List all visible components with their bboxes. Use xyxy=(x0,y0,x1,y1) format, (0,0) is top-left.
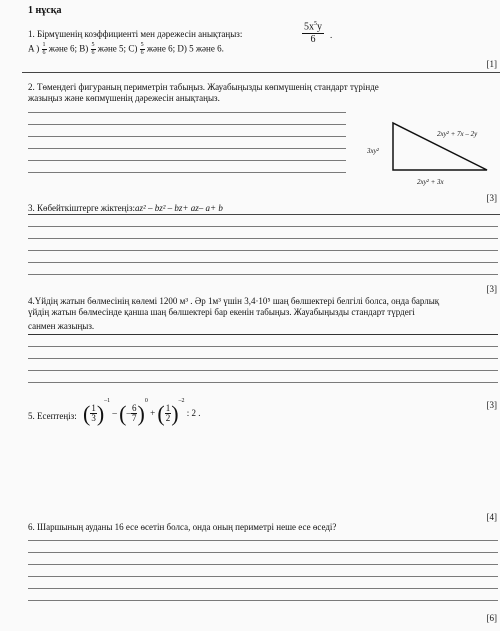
triangle-side-bottom: 2xy² + 3x xyxy=(417,178,444,186)
answer-line xyxy=(28,358,498,359)
q5-fraction-2: $\frac{6}{7}$ xyxy=(131,403,137,424)
separator xyxy=(22,72,500,73)
q1-period: . xyxy=(330,30,333,40)
answer-line xyxy=(28,226,498,227)
answer-line xyxy=(28,346,498,347)
q3-line xyxy=(28,203,223,214)
q1-option-b-fraction: $\frac{5}{6}$ xyxy=(91,42,95,56)
q3-expression: az² – bz² – bz+ az– a+ b xyxy=(135,203,223,213)
q4-line-2: үйдің жатын бөлмесінде қанша шаң бөлшектері бар екенін табыңыз. Жауабыңызды стандарт түрдегі xyxy=(28,307,415,317)
q5-exp-1: –1 xyxy=(104,398,111,404)
q1-monomial-coef: 5x xyxy=(304,21,314,33)
answer-line xyxy=(28,238,498,239)
answer-line xyxy=(28,112,346,113)
answer-line xyxy=(28,540,498,541)
q1-option-a-fraction: $\frac{1}{6}$ xyxy=(42,42,46,56)
q2-line-2: жазыңыз және көпмүшенің дәрежесін анықтаңыз. xyxy=(28,93,220,103)
q4-mark: [3] xyxy=(486,400,497,410)
q5-expression: ( $\frac{1}{3}$ )$^{-1}$ – (– $\frac{6}{7}$ )$^0$ + ( $\frac{1}{2}$ )$^{-2}$ : 2 . xyxy=(83,398,201,426)
q1-option-c-fraction: $\frac{5}{6}$ xyxy=(140,42,144,56)
answer-line xyxy=(28,160,346,161)
variant-title: 1 нұсқа xyxy=(28,5,62,16)
q5-op-plus: + xyxy=(150,408,156,418)
q1-option-b-label: B) xyxy=(79,43,89,54)
triangle-side-left: 3xy² xyxy=(367,147,379,155)
separator xyxy=(28,214,500,215)
answer-line xyxy=(28,136,346,137)
q1-monomial-var: y xyxy=(317,21,322,33)
q5-exp-3: –2 xyxy=(178,398,185,404)
answer-line xyxy=(28,552,498,553)
q5-op-minus: – xyxy=(112,408,117,418)
answer-line xyxy=(28,370,498,371)
answer-line xyxy=(28,262,498,263)
q1-monomial-exp: 5 xyxy=(314,21,317,27)
answer-line xyxy=(28,148,346,149)
q4-line-3: санмен жазыңыз. xyxy=(28,321,95,331)
q1-mark: [1] xyxy=(486,59,497,69)
q3-text: 3. Көбейткіштерге жіктеңіз: xyxy=(28,203,136,213)
q5-fraction-3: $\frac{1}{2}$ xyxy=(165,403,171,424)
q1-option-b-rest: және 5; xyxy=(97,43,127,54)
answer-line xyxy=(28,250,498,251)
q1-options xyxy=(28,42,224,57)
answer-line xyxy=(28,564,498,565)
q5-tail: : 2 . xyxy=(186,408,201,418)
answer-line xyxy=(28,600,498,601)
q1-option-a-rest: және 6; xyxy=(48,43,78,54)
q3-mark: [3] xyxy=(486,284,497,294)
answer-line xyxy=(28,588,498,589)
answer-line xyxy=(28,382,498,383)
answer-line xyxy=(28,334,498,335)
q5-fraction-1: $\frac{1}{3}$ xyxy=(91,403,96,424)
answer-line xyxy=(28,172,346,173)
q1-option-c-rest: және 6; xyxy=(146,43,176,54)
q1-option-c-label: C) xyxy=(128,43,138,54)
answer-line xyxy=(28,576,498,577)
triangle-side-hypotenuse: 2xy² + 7x – 2y xyxy=(437,130,478,138)
q5-text: 5. Есептеңіз: xyxy=(28,411,77,421)
q2-line-1: 2. Төмендегі фигураның периметрін табыңыз. Жауабыңызды көпмүшенің стандарт түрінде xyxy=(28,82,379,92)
q1-monomial xyxy=(302,18,324,46)
q1-option-d: D) 5 және 6. xyxy=(177,43,224,54)
answer-line xyxy=(28,274,498,275)
answer-line xyxy=(28,124,346,125)
q1-option-a-label: A ) xyxy=(28,43,40,54)
q6-text: 6. Шаршының ауданы 16 есе өсетін болса, онда оның периметрі неше есе өседі? xyxy=(28,522,337,532)
q1-monomial-den: 6 xyxy=(310,34,316,46)
q1-text: 1. Бірмүшенің коэффициенті мен дәрежесін анықтаңыз: xyxy=(28,29,243,39)
q5-mark: [4] xyxy=(486,512,497,522)
q6-mark: [6] xyxy=(486,613,497,623)
right-triangle-figure xyxy=(385,118,495,180)
q2-mark: [3] xyxy=(486,193,497,203)
q5-exp-2: 0 xyxy=(144,398,148,404)
q4-line-1: 4.Үйдің жатын бөлмесінің көлемі 1200 м³ . Әр 1м³ үшін 3,4·10⁵ шаң бөлшектері белгілі болса, онда барлық xyxy=(28,296,440,306)
